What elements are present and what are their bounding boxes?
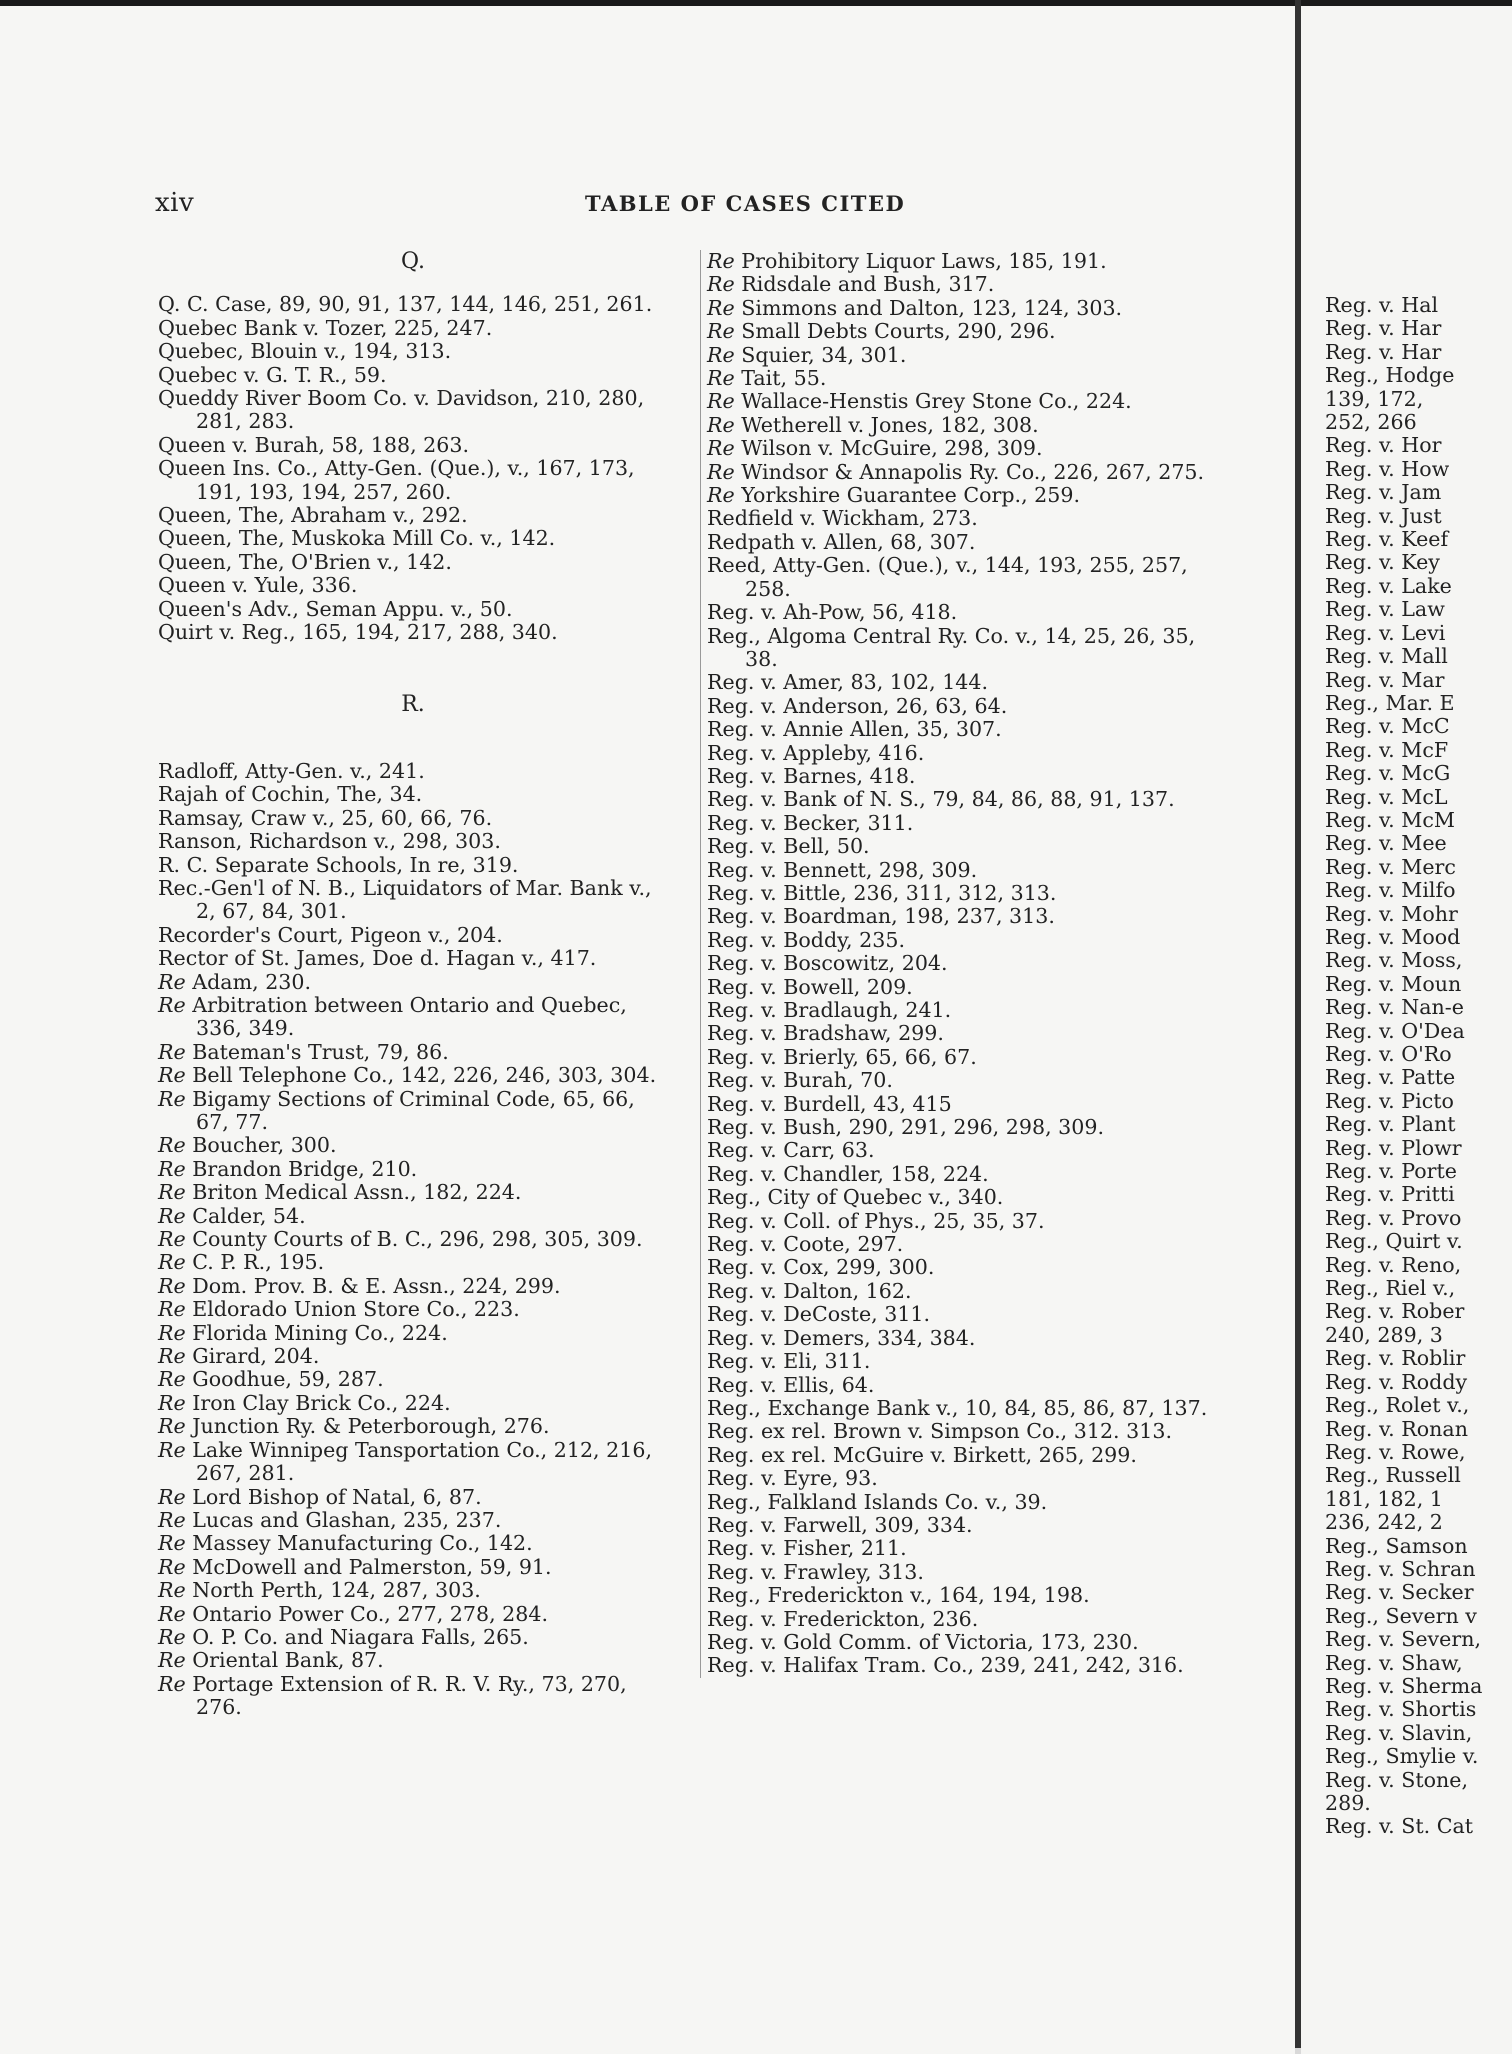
reg-entries-list [1325, 294, 1512, 1839]
entry-text: Adam, 230. [185, 969, 312, 994]
entry-prefix: Re [158, 1297, 186, 1322]
index-entry: Reg. v. Burdell, 43, 415 [707, 1091, 952, 1116]
index-entry: Reg., Falkland Islands Co. v., 39. [707, 1489, 1048, 1514]
index-entry: Reg. v. Eyre, 93. [707, 1466, 878, 1491]
entry-prefix: Re [158, 1671, 186, 1696]
entry-text: Squier, 34, 301. [734, 342, 907, 367]
index-entry: Reg. v. Ronan [1325, 1416, 1468, 1441]
index-entry: Reg. v. Mee [1325, 831, 1447, 856]
index-entry: Rector of St. James, Doe d. Hagan v., 417. [158, 946, 597, 971]
index-entry [158, 994, 668, 1041]
entry-text: Bateman's Trust, 79, 86. [185, 1039, 449, 1064]
entry-text: Wilson v. McGuire, 298, 309. [734, 436, 1043, 461]
entry-text: Bigamy Sections of Criminal Code, 65, 66, 67, 77. [185, 1086, 635, 1134]
entry-prefix: Re [707, 483, 735, 508]
index-entry: Reg. v. Har [1325, 339, 1442, 364]
index-entry: Reg. v. Just [1325, 503, 1442, 528]
entry-text: Wetherell v. Jones, 182, 308. [734, 412, 1039, 437]
index-entry: Reg. v. Barnes, 418. [707, 763, 916, 788]
entry-text: Iron Clay Brick Co., 224. [185, 1390, 451, 1415]
index-entry: Reg., Russell [1325, 1463, 1461, 1488]
entry-text: Lake Winnipeg Tansportation Co., 212, 216, 267, 281. [185, 1437, 652, 1486]
entry-text: Brandon Bridge, 210. [185, 1156, 418, 1181]
index-entry [158, 1251, 668, 1274]
entry-text: Ridsdale and Bush, 317. [734, 272, 995, 297]
index-entry: Queen, The, Muskoka Mill Co. v., 142. [158, 526, 556, 551]
index-entry: Reg. v. Levi [1325, 620, 1446, 645]
index-entry: Reg. v. Picto [1325, 1088, 1454, 1113]
index-entry [158, 1509, 668, 1532]
index-entry [158, 1134, 668, 1157]
index-entry [158, 1649, 668, 1672]
entry-text: Prohibitory Liquor Laws, 185, 191. [734, 249, 1107, 273]
entry-text: Ontario Power Co., 277, 278, 284. [185, 1601, 549, 1626]
index-entry: Reg. v. Stone, [1325, 1767, 1469, 1792]
entry-prefix: Re [158, 1507, 186, 1532]
index-entry [158, 1205, 668, 1228]
index-entry: Ramsay, Craw v., 25, 60, 66, 76. [158, 805, 493, 830]
index-entry: Reg. v. Rowe, [1325, 1439, 1466, 1464]
index-entry: Reg. v. Ah-Pow, 56, 418. [707, 600, 958, 625]
index-entry: Reg. v. Schran [1325, 1556, 1476, 1581]
entry-prefix: Re [158, 1554, 186, 1579]
index-entry: Q. C. Case, 89, 90, 91, 137, 144, 146, 251, 261. [158, 292, 653, 317]
entry-text: Small Debts Courts, 290, 296. [734, 319, 1056, 344]
index-entry: Reg. v. Rober [1325, 1299, 1465, 1324]
index-entry: Reg. v. St. Cat [1325, 1814, 1474, 1839]
entry-text: Junction Ry. & Peterborough, 276. [185, 1414, 550, 1439]
entry-text: Windsor & Annapolis Ry. Co., 226, 267, 275. [734, 459, 1205, 484]
index-entry [158, 1486, 668, 1509]
entry-prefix: Re [158, 1344, 186, 1369]
index-entry: Reg. v. Jam [1325, 480, 1442, 505]
entry-prefix: Re [158, 992, 186, 1017]
entry-text: Arbitration between Ontario and Quebec, 336, 349. [185, 992, 627, 1041]
index-entry: Reg. v. McF [1325, 737, 1449, 762]
index-entry: Reg. v. Brierly, 65, 66, 67. [707, 1044, 977, 1069]
index-entry: Reg. v. Key [1325, 550, 1440, 575]
entry-text: Goodhue, 59, 287. [185, 1367, 384, 1392]
entry-prefix: Re [158, 1367, 186, 1392]
index-entry: Reg. v. Bush, 290, 291, 296, 298, 309. [707, 1115, 1105, 1140]
index-entry: Reg. v. Boardman, 198, 237, 313. [707, 904, 1055, 929]
index-entry: Reg. v. Dalton, 162. [707, 1278, 912, 1303]
index-entry: Reg. v. Law [1325, 597, 1445, 622]
index-entry: Reg. v. Moun [1325, 971, 1462, 996]
index-entry: Reg. v. Roblir [1325, 1346, 1466, 1371]
index-entry: Reg. v. Amer, 83, 102, 144. [707, 670, 989, 695]
index-entry: Reg. v. Hal [1325, 293, 1439, 317]
index-entry: Reg. v. Halifax Tram. Co., 239, 241, 242, 316. [707, 1653, 1184, 1678]
index-entry: Queen, The, O'Brien v., 142. [158, 549, 452, 574]
index-column-2 [700, 250, 1227, 1678]
index-entry: Reg. v. Merc [1325, 854, 1456, 879]
entry-text: Lucas and Glashan, 235, 237. [185, 1507, 502, 1532]
index-entry: Reg. v. Nan-e [1325, 995, 1464, 1020]
entry-prefix: Re [158, 1648, 186, 1673]
entry-text: Portage Extension of R. R. V. Ry., 73, 270, 276. [185, 1671, 627, 1720]
index-entry: Reg. v. Lake [1325, 573, 1452, 598]
index-entry: Reg. v. Har [1325, 316, 1442, 341]
index-entry: Reg., Samson [1325, 1533, 1468, 1558]
entry-text: Girard, 204. [185, 1344, 320, 1369]
index-entry: 252, 266 [1325, 410, 1417, 435]
r-entries-list [158, 760, 668, 971]
entry-prefix: Re [158, 1203, 186, 1228]
index-column-3 [1325, 294, 1512, 1839]
index-entry: 236, 242, 2 [1325, 1510, 1443, 1535]
entry-text: Yorkshire Guarantee Corp., 259. [734, 483, 1081, 508]
index-entry: Reg. v. Boscowitz, 204. [707, 951, 948, 976]
index-entry: Reg. v. Keef [1325, 527, 1449, 552]
index-entry: Reg., Riel v., [1325, 1276, 1456, 1301]
index-entry: Reg. v. Roddy [1325, 1369, 1468, 1394]
entry-text: Boucher, 300. [185, 1133, 337, 1158]
index-entry [158, 1298, 668, 1321]
entry-text: Bell Telephone Co., 142, 226, 246, 303, 304. [185, 1063, 657, 1088]
index-entry: Reg. v. Sherma [1325, 1673, 1483, 1698]
entry-prefix: Re [158, 1039, 186, 1064]
index-entry: Reg., Quirt v. [1325, 1229, 1463, 1254]
index-entry: Queddy River Boom Co. v. Davidson, 210, 280, 281, 283. [158, 386, 645, 434]
index-entry: Reg. v. Mall [1325, 644, 1448, 669]
index-entry: Queen, The, Abraham v., 292. [158, 503, 468, 528]
index-entry: Queen v. Burah, 58, 188, 263. [158, 432, 470, 457]
index-entry [707, 461, 1227, 484]
index-entry: Radloff, Atty-Gen. v., 241. [158, 758, 425, 783]
entry-prefix: Re [707, 436, 735, 461]
entry-prefix: Re [707, 366, 735, 391]
index-entry [158, 1556, 668, 1579]
entry-prefix: Re [158, 969, 186, 994]
index-entry: Reg. ex rel. Brown v. Simpson Co., 312. 313. [707, 1419, 1172, 1444]
index-entry: Reg. v. McC [1325, 714, 1450, 739]
entry-text: Briton Medical Assn., 182, 224. [185, 1180, 522, 1205]
index-entry: Reg. v. Ellis, 64. [707, 1372, 875, 1397]
index-entry [158, 1579, 668, 1602]
re-entries-list [158, 971, 668, 1720]
index-entry [158, 1158, 668, 1181]
index-entry: Reg. v. O'Dea [1325, 1018, 1465, 1043]
index-entry: Reg. v. Slavin, [1325, 1720, 1473, 1745]
index-entry: Reg. v. Becker, 311. [707, 810, 914, 835]
entry-prefix: Re [707, 459, 735, 484]
index-entry: Reg., City of Quebec v., 340. [707, 1185, 1004, 1210]
right-page [1301, 0, 1512, 2054]
index-entry [158, 1626, 668, 1649]
index-entry: Queen Ins. Co., Atty-Gen. (Que.), v., 167, 173, 191, 193, 194, 257, 260. [158, 456, 635, 504]
index-entry [158, 1275, 668, 1298]
index-entry: Reg. v. Severn, [1325, 1627, 1482, 1652]
index-entry [158, 1181, 668, 1204]
index-entry [707, 414, 1227, 437]
index-entry [707, 344, 1227, 367]
index-entry [158, 1228, 668, 1251]
index-entry [158, 1322, 668, 1345]
index-entry: Reg. v. Bradshaw, 299. [707, 1021, 944, 1046]
entry-text: Massey Manufacturing Co., 142. [185, 1531, 533, 1556]
index-entry [707, 320, 1227, 343]
entry-text: C. P. R., 195. [185, 1250, 325, 1275]
index-entry: Reg. v. Fisher, 211. [707, 1536, 907, 1561]
entry-text: McDowell and Palmerston, 59, 91. [185, 1554, 552, 1579]
index-entry: Reg. v. Coote, 297. [707, 1232, 904, 1257]
entry-text: Wallace-Henstis Grey Stone Co., 224. [734, 389, 1132, 414]
index-entry: Reg. v. Bennett, 298, 309. [707, 857, 978, 882]
index-entry: 289. [1325, 1791, 1371, 1815]
index-entry: Reg. v. Demers, 334, 384. [707, 1325, 976, 1350]
entry-text: North Perth, 124, 287, 303. [185, 1578, 481, 1603]
index-entry: Reg. v. Frawley, 313. [707, 1559, 924, 1584]
section-heading-r: R. [401, 691, 425, 717]
index-entry: Reg. v. Annie Allen, 35, 307. [707, 717, 1002, 742]
index-entry: 139, 172, [1325, 386, 1424, 411]
index-entry: Reg. v. Mood [1325, 924, 1461, 949]
entry-prefix: Re [707, 389, 735, 414]
entry-text: County Courts of B. C., 296, 298, 305, 309. [185, 1227, 643, 1252]
index-entry: Recorder's Court, Pigeon v., 204. [158, 922, 503, 947]
index-entry: Reg., Algoma Central Ry. Co. v., 14, 25, 26, 35, 38. [707, 623, 1196, 671]
index-entry: Reg. v. Cox, 299, 300. [707, 1255, 935, 1280]
entry-prefix: Re [707, 412, 735, 437]
index-entry: Reg. v. Provo [1325, 1205, 1462, 1230]
index-entry: Reg. v. Shortis [1325, 1697, 1477, 1722]
index-entry: R. C. Separate Schools, In re, 319. [158, 852, 519, 877]
index-entry [158, 1532, 668, 1555]
index-entry: Reg. v. Mohr [1325, 901, 1458, 926]
entry-prefix: Re [158, 1531, 186, 1556]
index-entry: Reed, Atty-Gen. (Que.), v., 144, 193, 255, 257, 258. [707, 553, 1188, 601]
index-entry: Reg. v. Moss, [1325, 948, 1463, 973]
index-entry: Rec.-Gen'l of N. B., Liquidators of Mar. Bank v., 2, 67, 84, 301. [158, 875, 652, 924]
index-entry: Reg. v. Coll. of Phys., 25, 35, 37. [707, 1208, 1045, 1233]
index-entry: Reg. v. Porte [1325, 1159, 1457, 1184]
reg-entries-list [707, 507, 1227, 1677]
index-entry: Queen v. Yule, 336. [158, 573, 358, 598]
index-entry: Reg. v. McL [1325, 784, 1448, 809]
entry-prefix: Re [707, 342, 735, 367]
index-entry: Quebec Bank v. Tozer, 225, 247. [158, 315, 493, 340]
index-entry: Reg. v. Bowell, 209. [707, 974, 913, 999]
index-entry: Reg. ex rel. McGuire v. Birkett, 265, 299. [707, 1442, 1137, 1467]
entry-text: Calder, 54. [185, 1203, 306, 1228]
entry-text: Lord Bishop of Natal, 6, 87. [185, 1484, 482, 1509]
index-entry: Quirt v. Reg., 165, 194, 217, 288, 340. [158, 620, 558, 645]
index-entry: Reg. v. Farwell, 309, 334. [707, 1512, 973, 1537]
entry-prefix: Re [707, 319, 735, 344]
index-entry: Reg. v. McG [1325, 761, 1451, 786]
index-entry: Reg. v. McM [1325, 807, 1455, 832]
entry-prefix: Re [158, 1601, 186, 1626]
entry-text: Florida Mining Co., 224. [185, 1320, 448, 1345]
index-entry: Reg. v. DeCoste, 311. [707, 1302, 931, 1327]
index-entry [707, 367, 1227, 390]
entry-prefix: Re [707, 272, 735, 297]
entry-prefix: Re [158, 1320, 186, 1345]
entry-prefix: Re [158, 1086, 186, 1111]
index-entry: Reg. v. Plant [1325, 1112, 1456, 1137]
entry-prefix: Re [158, 1414, 186, 1439]
index-entry: Reg. v. Gold Comm. of Victoria, 173, 230. [707, 1629, 1139, 1654]
index-entry: Reg. v. Mar [1325, 667, 1445, 692]
index-entry: Reg. v. Anderson, 26, 63, 64. [707, 693, 1008, 718]
index-entry: Reg. v. Boddy, 235. [707, 927, 905, 952]
page-title: TABLE OF CASES CITED [585, 191, 906, 216]
index-entry: Reg. v. Patte [1325, 1065, 1456, 1090]
index-entry [158, 1439, 668, 1486]
index-entry [707, 297, 1227, 320]
index-entry: Reg. v. Appleby, 416. [707, 740, 925, 765]
index-entry: Reg., Exchange Bank v., 10, 84, 85, 86, 87, 137. [707, 1395, 1208, 1420]
index-entry: Reg. v. Bank of N. S., 79, 84, 86, 88, 91, 137. [707, 787, 1175, 812]
entry-prefix: Re [158, 1063, 186, 1088]
index-entry: Reg. v. Pritti [1325, 1182, 1455, 1207]
index-entry: Rajah of Cochin, The, 34. [158, 782, 423, 807]
index-entry: Reg. v. Plowr [1325, 1135, 1462, 1160]
re-entries-list [707, 250, 1227, 507]
index-entry [707, 484, 1227, 507]
index-entry: Reg. v. Chandler, 158, 224. [707, 1161, 989, 1186]
entry-prefix: Re [158, 1437, 186, 1462]
index-entry: Reg. v. Eli, 311. [707, 1349, 871, 1374]
q-entries-list [158, 293, 668, 644]
index-entry [158, 1673, 668, 1720]
entry-prefix: Re [158, 1624, 186, 1649]
index-entry [158, 1368, 668, 1391]
index-entry: Ranson, Richardson v., 298, 303. [158, 829, 501, 854]
index-entry [158, 1064, 668, 1087]
index-entry: Reg., Mar. E [1325, 690, 1455, 715]
entry-text: Simmons and Dalton, 123, 124, 303. [734, 295, 1123, 320]
index-entry: Redpath v. Allen, 68, 307. [707, 529, 976, 554]
entry-prefix: Re [158, 1227, 186, 1252]
section-heading-q: Q. [401, 249, 425, 274]
index-entry [707, 437, 1227, 460]
page-number: xiv [155, 188, 195, 218]
entry-prefix: Re [158, 1484, 186, 1509]
index-entry [158, 1041, 668, 1064]
index-entry: Reg., Smylie v. [1325, 1744, 1479, 1769]
index-entry: Reg. v. Hor [1325, 433, 1442, 458]
entry-prefix: Re [707, 295, 735, 320]
index-entry [158, 1415, 668, 1438]
entry-text: Eldorado Union Store Co., 223. [185, 1297, 520, 1322]
index-entry: Reg., Severn v [1325, 1603, 1477, 1628]
index-entry [707, 390, 1227, 413]
index-entry: Reg. v. Burah, 70. [707, 1068, 893, 1093]
index-entry: Reg. v. Bradlaugh, 241. [707, 998, 952, 1022]
entry-prefix: Re [158, 1133, 186, 1158]
index-entry [158, 1392, 668, 1415]
index-entry: Reg., Frederickton v., 164, 194, 198. [707, 1583, 1090, 1608]
entry-prefix: Re [707, 249, 735, 273]
index-entry [707, 250, 1227, 273]
index-entry: Queen's Adv., Seman Appu. v., 50. [158, 596, 513, 621]
entry-prefix: Re [158, 1250, 186, 1275]
entry-text: Oriental Bank, 87. [185, 1648, 384, 1673]
index-entry [158, 1603, 668, 1626]
entry-text: Tait, 55. [734, 366, 827, 391]
index-entry: Quebec, Blouin v., 194, 313. [158, 339, 452, 364]
index-entry [158, 1345, 668, 1368]
index-entry: Reg. v. Shaw, [1325, 1650, 1463, 1675]
index-entry: Reg. v. Bell, 50. [707, 834, 870, 859]
index-entry: Quebec v. G. T. R., 59. [158, 362, 387, 387]
index-entry: Reg., Hodge [1325, 363, 1455, 388]
index-entry [707, 273, 1227, 296]
entry-text: O. P. Co. and Niagara Falls, 265. [185, 1624, 529, 1649]
entry-prefix: Re [158, 1578, 186, 1603]
index-entry: 240, 289, 3 [1325, 1322, 1443, 1347]
index-entry: Reg. v. Reno, [1325, 1252, 1462, 1277]
index-entry: 181, 182, 1 [1325, 1486, 1443, 1511]
index-entry: Redfield v. Wickham, 273. [707, 506, 978, 531]
index-entry: Reg. v. Milfo [1325, 878, 1456, 903]
index-entry: Reg. v. How [1325, 456, 1450, 481]
index-entry: Reg. v. O'Ro [1325, 1042, 1452, 1066]
index-column-1 [158, 250, 668, 1720]
index-entry [158, 1088, 668, 1135]
entry-prefix: Re [158, 1273, 186, 1298]
index-entry: Reg. v. Frederickton, 236. [707, 1606, 979, 1631]
index-entry: Reg. v. Carr, 63. [707, 1138, 875, 1163]
entry-text: Dom. Prov. B. & E. Assn., 224, 299. [185, 1273, 561, 1298]
entry-prefix: Re [158, 1180, 186, 1205]
entry-prefix: Re [158, 1156, 186, 1181]
index-entry [158, 971, 668, 994]
entry-prefix: Re [158, 1390, 186, 1415]
index-entry: Reg., Rolet v., [1325, 1393, 1470, 1418]
index-entry: Reg. v. Bittle, 236, 311, 312, 313. [707, 880, 1057, 905]
index-entry: Reg. v. Secker [1325, 1580, 1474, 1605]
